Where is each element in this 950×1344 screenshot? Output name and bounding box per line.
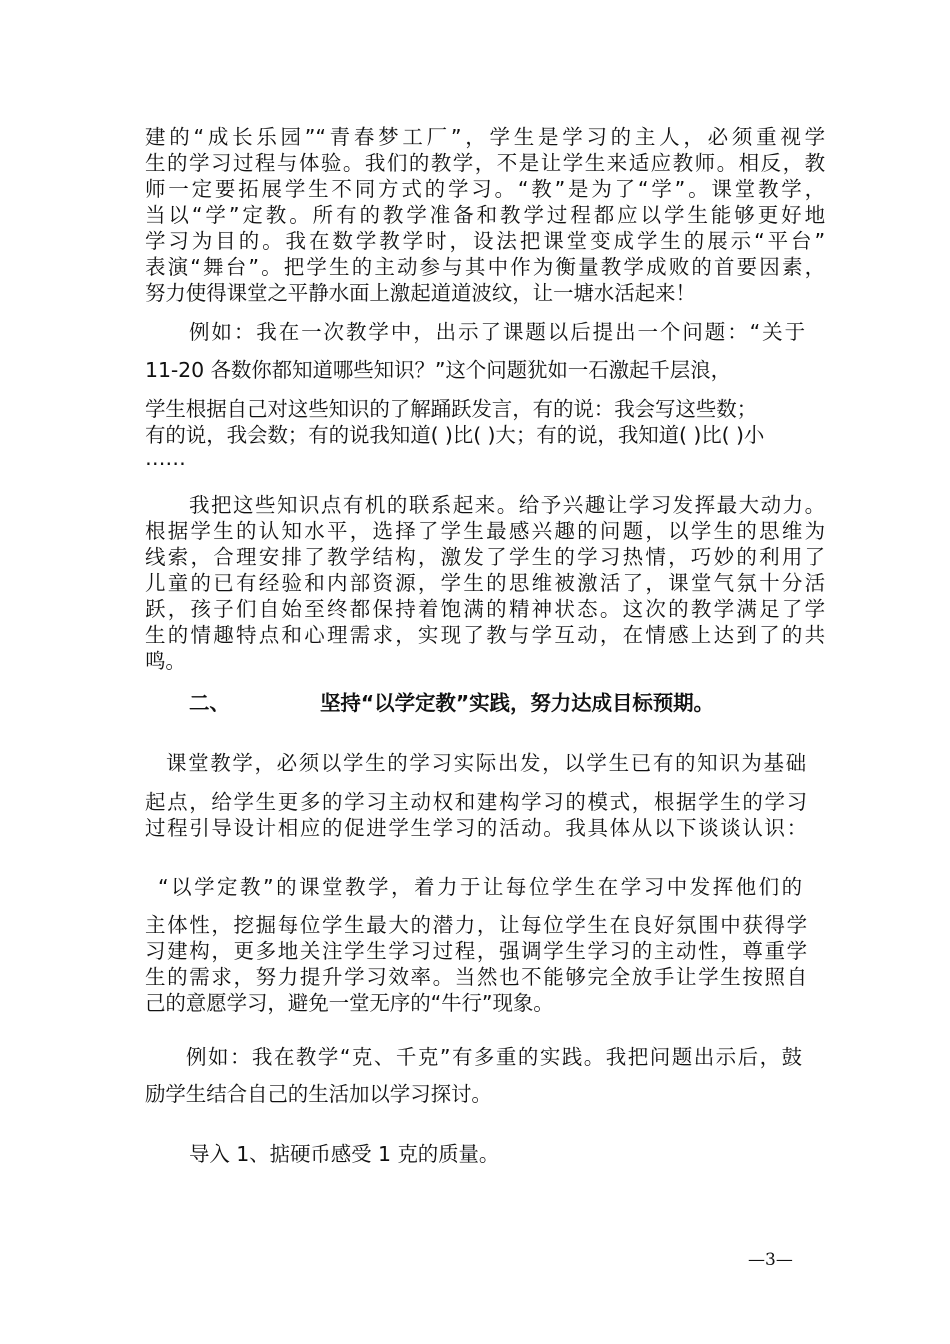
paragraph-line: 起点，给学生更多的学习主动权和建构学习的模式，根据学生的学习 xyxy=(145,790,807,814)
paragraph-line: 习建构，更多地关注学生学习过程，强调学生学习的主动性，尊重学 xyxy=(145,939,807,963)
paragraph-line: 当以“学”定教。所有的教学准备和教学过程都应以学生能够更好地 xyxy=(145,203,825,227)
paragraph-line: 生的学习过程与体验。我们的教学，不是让学生来适应教师。相反，教 xyxy=(145,151,825,175)
paragraph-line: 我把这些知识点有机的联系起来。给予兴趣让学习发挥最大动力。 xyxy=(189,493,825,517)
paragraph-line: 过程引导设计相应的促进学生学习的活动。我具体从以下谈谈认识： xyxy=(145,816,807,840)
paragraph-line: 跃，孩子们自始至终都保持着饱满的精神状态。这次的教学满足了学 xyxy=(145,597,825,621)
paragraph-line: 励学生结合自己的生活加以学习探讨。 xyxy=(145,1082,492,1106)
paragraph-line: 导入 1、掂硬币感受 1 克的质量。 xyxy=(189,1142,500,1166)
paragraph-line: 生的需求，努力提升学习效率。当然也不能够完全放手让学生按照自 xyxy=(145,965,807,989)
paragraph-line: 鸣。 xyxy=(145,649,186,673)
paragraph-line: 例如：我在教学“克、千克”有多重的实践。我把问题出示后，鼓 xyxy=(186,1045,802,1069)
paragraph-line: 学生根据自己对这些知识的了解踊跃发言，有的说：我会写这些数； xyxy=(145,397,757,421)
paragraph-line: …… xyxy=(145,446,186,470)
paragraph-line: 生的情趣特点和心理需求，实现了教与学互动，在情感上达到了的共 xyxy=(145,623,825,647)
paragraph-line: 有的说，我会数；有的说我知道( )比( )大；有的说，我知道( )比( )小 xyxy=(145,423,765,447)
paragraph-line: 主体性，挖掘每位学生最大的潜力，让每位学生在良好氛围中获得学 xyxy=(145,913,807,937)
page-number: —3— xyxy=(748,1250,793,1270)
paragraph-line: “以学定教”的课堂教学，着力于让每位学生在学习中发挥他们的 xyxy=(158,875,802,899)
paragraph-line: 线索，合理安排了教学结构，激发了学生的学习热情，巧妙的利用了 xyxy=(145,545,825,569)
paragraph-line: 学习为目的。我在数学教学时，设法把课堂变成学生的展示“平台” xyxy=(145,229,825,253)
paragraph-line: 己的意愿学习，避免一堂无序的“牛行”现象。 xyxy=(145,991,554,1015)
paragraph-line: 建的“成长乐园”“青春梦工厂”，学生是学习的主人，必须重视学 xyxy=(145,125,825,149)
paragraph-line: 根据学生的认知水平，选择了学生最感兴趣的问题，以学生的思维为 xyxy=(145,519,825,543)
paragraph-line: 表演“舞台”。把学生的主动参与其中作为衡量教学成败的首要因素， xyxy=(145,255,825,279)
paragraph-line: 努力使得课堂之平静水面上激起道道波纹，让一塘水活起来！ xyxy=(145,281,696,305)
paragraph-line: 11-20 各数你都知道哪些知识？”这个问题犹如一石激起千层浪， xyxy=(145,358,732,382)
heading-number: 二、 xyxy=(189,691,230,715)
paragraph-line: 例如：我在一次教学中，出示了课题以后提出一个问题：“关于 xyxy=(189,320,805,344)
paragraph-line: 课堂教学，必须以学生的学习实际出发，以学生已有的知识为基础 xyxy=(166,751,806,775)
heading-text: 坚持“以学定教”实践，努力达成目标预期。 xyxy=(320,691,714,715)
paragraph-line: 师一定要拓展学生不同方式的学习。“教”是为了“学”。课堂教学， xyxy=(145,177,825,201)
paragraph-line: 儿童的已有经验和内部资源，学生的思维被激活了，课堂气氛十分活 xyxy=(145,571,825,595)
